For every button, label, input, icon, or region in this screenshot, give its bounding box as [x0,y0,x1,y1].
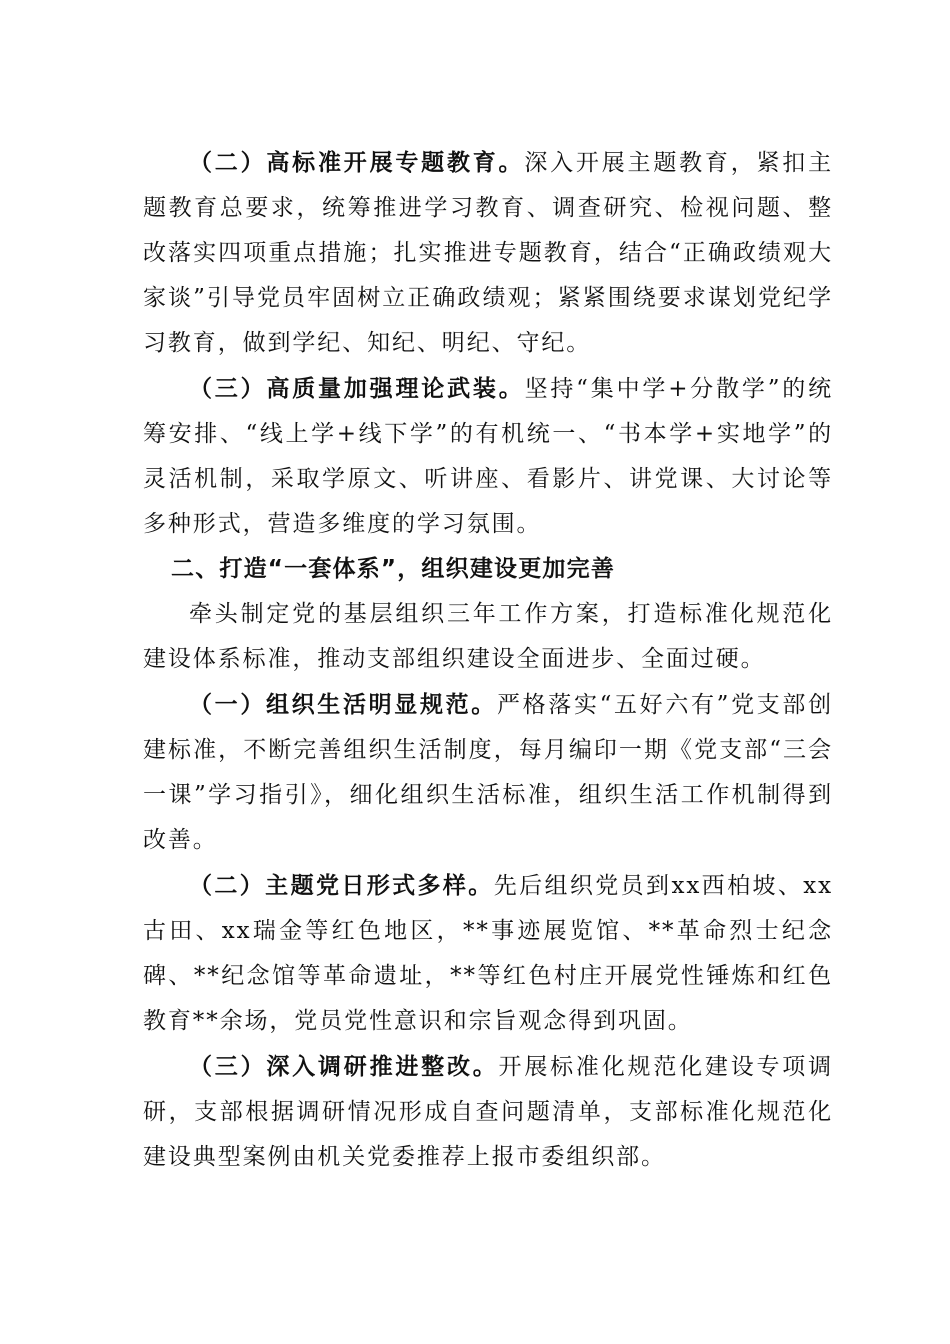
paragraph-text: 开展标准化规范化建设专项调研，支部根据调研情况形成自查问题清单，支部标准化规范化建设典型案例由机关党委推荐上报市委组织部。 [143,1054,833,1170]
paragraph-lead: （二）主题党日形式多样。 [189,872,494,899]
paragraph-theory-study [143,366,833,547]
paragraph-lead: （三）高质量加强理论武装。 [189,375,525,402]
section-heading: 二、打造“一套体系”，组织建设更加完善 [171,556,616,582]
paragraph-research-rectification [143,1044,833,1180]
paragraph-text: 先后组织党员到xx西柏坡、xx古田、xx瑞金等红色地区，**事迹展览馆、**革命烈士纪念碑、**纪念馆等革命遗址，**等红色村庄开展党性锤炼和红色教育**余场，党员党性意识和宗旨观念得到巩固。 [143,873,833,1034]
section-intro: 牵头制定党的基层组织三年工作方案，打造标准化规范化建设体系标准，推动支部组织建设全面进步、全面过硬。 [143,601,833,672]
paragraph-lead: （三）深入调研推进整改。 [189,1053,499,1080]
paragraph-party-day [143,863,833,1044]
paragraph-text: 深入开展主题教育，紧扣主题教育总要求，统筹推进学习教育、调查研究、检视问题、整改落实四项重点措施；扎实推进专题教育，结合“正确政绩观大家谈”引导党员牢固树立正确政绩观；紧紧围绕要求谋划党纪学习教育，做到学纪、知纪、明纪、守纪。 [143,150,833,356]
document-body [143,140,833,1180]
paragraph-text: 坚持“集中学+分散学”的统筹安排、“线上学+线下学”的有机统一、“书本学+实地学”的灵活机制，采取学原文、听讲座、看影片、讲党课、大讨论等多种形式，营造多维度的学习氛围。 [143,376,833,537]
paragraph-organization-life [143,682,833,863]
paragraph-topic-education [143,140,833,366]
paragraph-text: 严格落实“五好六有”党支部创建标准，不断完善组织生活制度，每月编印一期《党支部“三会一课”学习指引》，细化组织生活标准，组织生活工作机制得到改善。 [143,692,833,853]
paragraph-lead: （一）组织生活明显规范。 [189,691,497,718]
paragraph-lead: （二）高标准开展专题教育。 [189,149,525,176]
